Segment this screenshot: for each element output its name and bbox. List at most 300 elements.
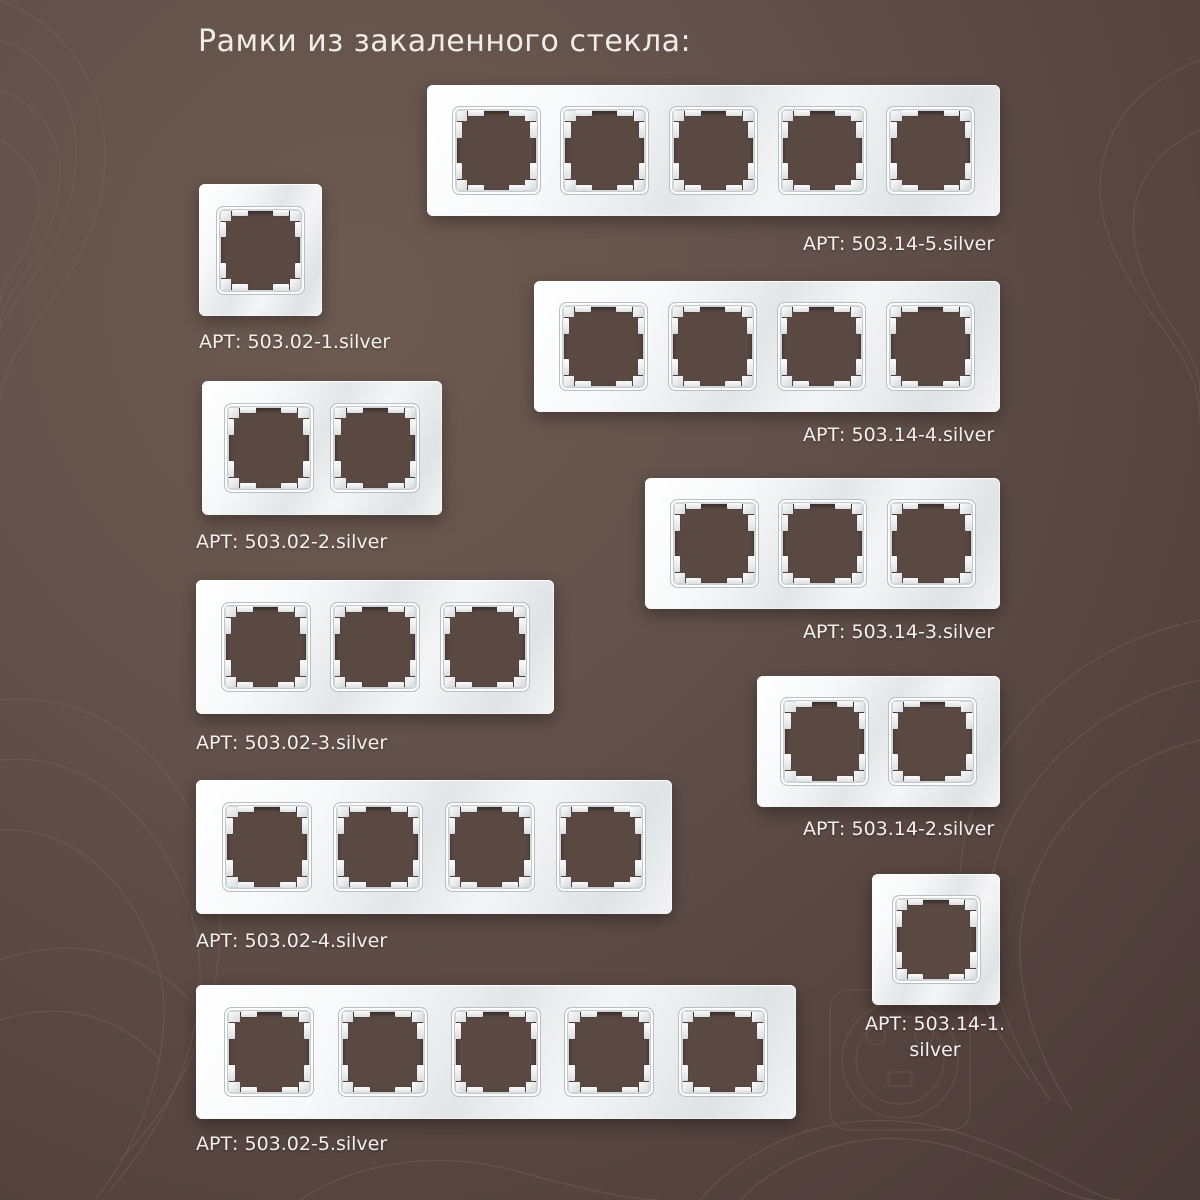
aperture-tab <box>857 515 863 531</box>
aperture-tab <box>232 284 248 290</box>
aperture-tab <box>682 1023 688 1039</box>
aperture-corner <box>226 677 236 687</box>
aperture-tab <box>461 882 477 888</box>
aperture-tab <box>837 701 853 707</box>
aperture-tab <box>568 1023 574 1039</box>
aperture-corner <box>408 877 418 887</box>
frame-aperture <box>226 607 306 687</box>
aperture-corner <box>782 307 792 317</box>
aperture-corner <box>412 1082 422 1092</box>
aperture-corner <box>852 573 862 583</box>
aperture-tab <box>674 556 680 572</box>
frame-aperture <box>564 307 643 386</box>
aperture-tab <box>456 163 462 179</box>
aperture-tab <box>502 882 518 888</box>
aperture-tab <box>347 483 363 489</box>
aperture-corner <box>742 376 752 386</box>
aperture-tab <box>237 606 253 612</box>
aperture-corner <box>633 376 643 386</box>
aperture-tab <box>449 860 455 876</box>
aperture-corner <box>891 111 901 121</box>
aperture-tab <box>241 1087 257 1093</box>
frame-aperture <box>785 702 864 781</box>
aperture-corner <box>674 111 684 121</box>
aperture-tab <box>563 359 569 375</box>
aperture-tab <box>794 110 810 116</box>
aperture-corner <box>456 1082 466 1092</box>
aperture-corner <box>639 1082 649 1092</box>
aperture-tab <box>388 407 404 413</box>
frame-aperture <box>457 111 536 190</box>
aperture-tab <box>575 306 591 312</box>
aperture-tab <box>342 1065 348 1081</box>
aperture-tab <box>966 713 972 729</box>
aperture-tab <box>467 1087 483 1093</box>
frame-503-14-4[interactable] <box>534 281 1000 412</box>
aperture-tab <box>302 860 308 876</box>
aperture-tab <box>228 1065 234 1081</box>
aperture-tab <box>782 122 788 138</box>
aperture-tab <box>228 461 234 477</box>
caption-503-02-4: АРТ: 503.02-4.silver <box>196 930 388 952</box>
frame-503-02-1[interactable] <box>199 184 322 316</box>
aperture-tab <box>354 1087 370 1093</box>
aperture-tab <box>295 222 301 238</box>
caption-503-14-1: АРТ: 503.14-1. silver <box>865 1013 1005 1061</box>
aperture-tab <box>220 222 226 238</box>
aperture-tab <box>350 806 366 812</box>
aperture-tab <box>966 754 972 770</box>
frame-aperture <box>561 807 641 887</box>
aperture-tab <box>945 701 961 707</box>
frame-aperture <box>674 111 753 190</box>
aperture-tab <box>455 1023 461 1039</box>
aperture-tab <box>793 306 809 312</box>
aperture-tab <box>793 381 809 387</box>
frame-503-02-2[interactable] <box>202 381 442 515</box>
aperture-tab <box>509 1011 525 1017</box>
aperture-corner <box>221 279 231 289</box>
aperture-corner <box>892 504 902 514</box>
aperture-tab <box>781 318 787 334</box>
aperture-corner <box>960 111 970 121</box>
aperture-tab <box>417 1023 423 1039</box>
aperture-tab <box>576 110 592 116</box>
aperture-tab <box>449 818 455 834</box>
aperture-tab <box>302 818 308 834</box>
aperture-tab <box>757 1065 763 1081</box>
frame-503-14-5[interactable] <box>427 85 1000 216</box>
aperture-tab <box>240 483 256 489</box>
aperture-corner <box>960 307 970 317</box>
aperture-corner <box>408 807 418 817</box>
aperture-tab <box>796 776 812 782</box>
aperture-corner <box>561 807 571 817</box>
aperture-corner <box>782 376 792 386</box>
aperture-tab <box>616 306 632 312</box>
aperture-corner <box>519 807 529 817</box>
aperture-corner <box>525 180 535 190</box>
aperture-tab <box>468 185 484 191</box>
aperture-tab <box>965 318 971 334</box>
aperture-tab <box>226 818 232 834</box>
aperture-corner <box>743 111 753 121</box>
aperture-corner <box>630 877 640 887</box>
aperture-corner <box>229 1012 239 1022</box>
aperture-corner <box>851 376 861 386</box>
aperture-tab <box>644 1023 650 1039</box>
aperture-tab <box>444 618 450 634</box>
aperture-corner <box>683 1082 693 1092</box>
aperture-tab <box>530 163 536 179</box>
aperture-tab <box>726 185 742 191</box>
aperture-corner <box>569 1082 579 1092</box>
aperture-tab <box>970 952 976 968</box>
aperture-corner <box>229 1082 239 1092</box>
aperture-tab <box>303 419 309 435</box>
aperture-corner <box>565 180 575 190</box>
aperture-tab <box>410 618 416 634</box>
aperture-tab <box>890 359 896 375</box>
aperture-corner <box>743 504 753 514</box>
aperture-tab <box>622 1011 638 1017</box>
aperture-tab <box>892 754 898 770</box>
caption-503-02-1: АРТ: 503.02-1.silver <box>199 331 391 353</box>
aperture-tab <box>748 122 754 138</box>
aperture-tab <box>672 359 678 375</box>
aperture-tab <box>226 860 232 876</box>
aperture-corner <box>405 607 415 617</box>
frame-aperture <box>892 504 971 583</box>
caption-503-14-5: АРТ: 503.14-5.silver <box>803 233 995 255</box>
aperture-tab <box>388 682 404 688</box>
aperture-tab <box>395 1087 411 1093</box>
aperture-tab <box>684 381 700 387</box>
aperture-corner <box>445 607 455 617</box>
aperture-tab <box>757 1023 763 1039</box>
aperture-tab <box>388 606 404 612</box>
aperture-tab <box>337 860 343 876</box>
frame-503-02-4[interactable] <box>196 780 672 914</box>
aperture-tab <box>354 1011 370 1017</box>
aperture-tab <box>673 163 679 179</box>
aperture-corner <box>457 111 467 121</box>
aperture-tab <box>278 606 294 612</box>
aperture-tab <box>944 110 960 116</box>
aperture-corner <box>297 877 307 887</box>
caption-503-14-2: АРТ: 503.14-2.silver <box>803 818 995 840</box>
aperture-tab <box>347 407 363 413</box>
frame-aperture <box>450 807 530 887</box>
aperture-tab <box>417 1065 423 1081</box>
caption-503-02-3: АРТ: 503.02-3.silver <box>196 732 388 754</box>
aperture-corner <box>961 771 971 781</box>
aperture-tab <box>903 503 919 509</box>
aperture-tab <box>784 754 790 770</box>
aperture-tab <box>241 1011 257 1017</box>
aperture-corner <box>639 1012 649 1022</box>
aperture-tab <box>694 1011 710 1017</box>
frame-aperture <box>343 1012 423 1092</box>
aperture-tab <box>410 660 416 676</box>
aperture-tab <box>413 818 419 834</box>
aperture-tab <box>564 122 570 138</box>
aperture-tab <box>334 419 340 435</box>
aperture-tab <box>509 185 525 191</box>
aperture-corner <box>743 573 753 583</box>
aperture-tab <box>456 682 472 688</box>
aperture-tab <box>228 1023 234 1039</box>
aperture-tab <box>531 1065 537 1081</box>
aperture-tab <box>280 806 296 812</box>
aperture-tab <box>413 860 419 876</box>
caption-503-02-5: АРТ: 503.02-5.silver <box>196 1133 388 1155</box>
aperture-tab <box>572 882 588 888</box>
aperture-tab <box>896 911 902 927</box>
aperture-tab <box>890 318 896 334</box>
frame-503-02-3[interactable] <box>196 580 554 714</box>
aperture-tab <box>303 461 309 477</box>
aperture-tab <box>890 122 896 138</box>
frame-aperture <box>229 408 309 488</box>
aperture-tab <box>944 503 960 509</box>
frame-aperture <box>782 307 861 386</box>
aperture-tab <box>455 1065 461 1081</box>
aperture-tab <box>834 306 850 312</box>
aperture-corner <box>343 1012 353 1022</box>
aperture-tab <box>835 578 851 584</box>
aperture-corner <box>783 180 793 190</box>
aperture-corner <box>412 1012 422 1022</box>
aperture-tab <box>945 776 961 782</box>
aperture-tab <box>725 306 741 312</box>
aperture-corner <box>226 607 236 617</box>
aperture-corner <box>297 807 307 817</box>
aperture-corner <box>445 677 455 687</box>
aperture-tab <box>673 122 679 138</box>
frame-aperture <box>338 807 418 887</box>
aperture-corner <box>564 307 574 317</box>
aperture-corner <box>634 111 644 121</box>
caption-503-02-2: АРТ: 503.02-2.silver <box>196 531 388 553</box>
aperture-tab <box>572 806 588 812</box>
frame-aperture <box>565 111 644 190</box>
frame-aperture <box>229 1012 309 1092</box>
aperture-tab <box>467 1011 483 1017</box>
aperture-tab <box>835 185 851 191</box>
frame-aperture <box>675 504 754 583</box>
aperture-corner <box>752 1012 762 1022</box>
aperture-tab <box>856 163 862 179</box>
aperture-tab <box>892 713 898 729</box>
aperture-tab <box>782 515 788 531</box>
frame-503-14-1[interactable] <box>872 874 1000 1005</box>
aperture-tab <box>238 882 254 888</box>
aperture-tab <box>747 359 753 375</box>
aperture-tab <box>220 263 226 279</box>
aperture-tab <box>617 110 633 116</box>
aperture-tab <box>581 1011 597 1017</box>
aperture-corner <box>405 478 415 488</box>
aperture-tab <box>794 503 810 509</box>
aperture-tab <box>576 185 592 191</box>
aperture-tab <box>388 483 404 489</box>
aperture-corner <box>338 877 348 887</box>
aperture-tab <box>834 381 850 387</box>
aperture-tab <box>497 682 513 688</box>
aperture-corner <box>343 1082 353 1092</box>
aperture-corner <box>229 478 239 488</box>
aperture-tab <box>857 556 863 572</box>
aperture-corner <box>742 307 752 317</box>
aperture-tab <box>794 578 810 584</box>
aperture-tab <box>334 618 340 634</box>
aperture-tab <box>560 818 566 834</box>
aperture-tab <box>461 806 477 812</box>
aperture-tab <box>444 660 450 676</box>
aperture-corner <box>854 702 864 712</box>
aperture-tab <box>346 682 362 688</box>
aperture-tab <box>391 882 407 888</box>
aperture-corner <box>785 771 795 781</box>
aperture-corner <box>851 111 861 121</box>
frame-aperture <box>221 211 300 290</box>
aperture-corner <box>630 807 640 817</box>
aperture-tab <box>616 381 632 387</box>
aperture-tab <box>735 1011 751 1017</box>
aperture-corner <box>960 504 970 514</box>
aperture-corner <box>227 877 237 887</box>
aperture-tab <box>568 1065 574 1081</box>
aperture-tab <box>622 1087 638 1093</box>
aperture-corner <box>960 376 970 386</box>
aperture-tab <box>686 503 702 509</box>
aperture-corner <box>514 677 524 687</box>
aperture-tab <box>240 407 256 413</box>
aperture-tab <box>684 306 700 312</box>
aperture-tab <box>304 1065 310 1081</box>
aperture-tab <box>965 556 971 572</box>
aperture-corner <box>891 180 901 190</box>
frame-aperture <box>891 111 970 190</box>
aperture-tab <box>782 556 788 572</box>
aperture-corner <box>683 1012 693 1022</box>
aperture-tab <box>638 359 644 375</box>
aperture-tab <box>856 318 862 334</box>
aperture-corner <box>897 900 907 910</box>
aperture-corner <box>338 807 348 817</box>
aperture-tab <box>524 818 530 834</box>
aperture-tab <box>856 359 862 375</box>
frame-aperture <box>891 307 970 386</box>
aperture-tab <box>965 122 971 138</box>
frame-aperture <box>893 702 972 781</box>
aperture-tab <box>902 306 918 312</box>
frame-aperture <box>445 607 525 687</box>
frame-503-02-5[interactable] <box>196 985 796 1119</box>
aperture-corner <box>514 607 524 617</box>
aperture-tab <box>519 618 525 634</box>
aperture-corner <box>526 1082 536 1092</box>
frame-aperture <box>335 607 415 687</box>
aperture-corner <box>456 1012 466 1022</box>
aperture-corner <box>673 307 683 317</box>
aperture-tab <box>334 660 340 676</box>
aperture-corner <box>891 376 901 386</box>
aperture-corner <box>525 111 535 121</box>
aperture-tab <box>796 701 812 707</box>
aperture-tab <box>970 911 976 927</box>
aperture-tab <box>965 359 971 375</box>
aperture-tab <box>342 1023 348 1039</box>
aperture-tab <box>282 1011 298 1017</box>
aperture-tab <box>891 556 897 572</box>
aperture-tab <box>282 1087 298 1093</box>
aperture-corner <box>298 408 308 418</box>
aperture-tab <box>859 754 865 770</box>
aperture-corner <box>960 573 970 583</box>
aperture-corner <box>783 573 793 583</box>
aperture-tab <box>280 882 296 888</box>
aperture-corner <box>892 573 902 583</box>
aperture-corner <box>785 702 795 712</box>
aperture-tab <box>575 381 591 387</box>
aperture-tab <box>300 660 306 676</box>
aperture-corner <box>897 969 907 979</box>
aperture-tab <box>896 952 902 968</box>
aperture-tab <box>273 210 289 216</box>
aperture-tab <box>278 682 294 688</box>
aperture-tab <box>685 110 701 116</box>
frame-503-14-3[interactable] <box>645 478 1000 609</box>
aperture-corner <box>634 180 644 190</box>
aperture-tab <box>300 618 306 634</box>
aperture-tab <box>524 860 530 876</box>
aperture-corner <box>783 504 793 514</box>
aperture-tab <box>859 713 865 729</box>
frame-aperture <box>783 504 862 583</box>
aperture-corner <box>295 607 305 617</box>
aperture-tab <box>346 606 362 612</box>
aperture-corner <box>450 877 460 887</box>
aperture-corner <box>633 307 643 317</box>
aperture-tab <box>784 713 790 729</box>
aperture-tab <box>395 1011 411 1017</box>
aperture-corner <box>457 180 467 190</box>
aperture-corner <box>335 408 345 418</box>
aperture-corner <box>405 677 415 687</box>
aperture-tab <box>350 882 366 888</box>
frame-aperture <box>783 111 862 190</box>
aperture-tab <box>635 860 641 876</box>
aperture-tab <box>943 306 959 312</box>
frame-503-14-2[interactable] <box>757 676 1000 807</box>
aperture-corner <box>674 180 684 190</box>
aperture-tab <box>944 185 960 191</box>
aperture-tab <box>281 483 297 489</box>
aperture-tab <box>682 1065 688 1081</box>
aperture-tab <box>531 1023 537 1039</box>
aperture-corner <box>851 180 861 190</box>
aperture-corner <box>450 807 460 817</box>
aperture-tab <box>672 318 678 334</box>
aperture-tab <box>563 318 569 334</box>
aperture-tab <box>237 682 253 688</box>
frame-aperture <box>456 1012 536 1092</box>
frame-aperture <box>227 807 307 887</box>
caption-503-14-4: АРТ: 503.14-4.silver <box>803 424 995 446</box>
aperture-corner <box>298 478 308 488</box>
